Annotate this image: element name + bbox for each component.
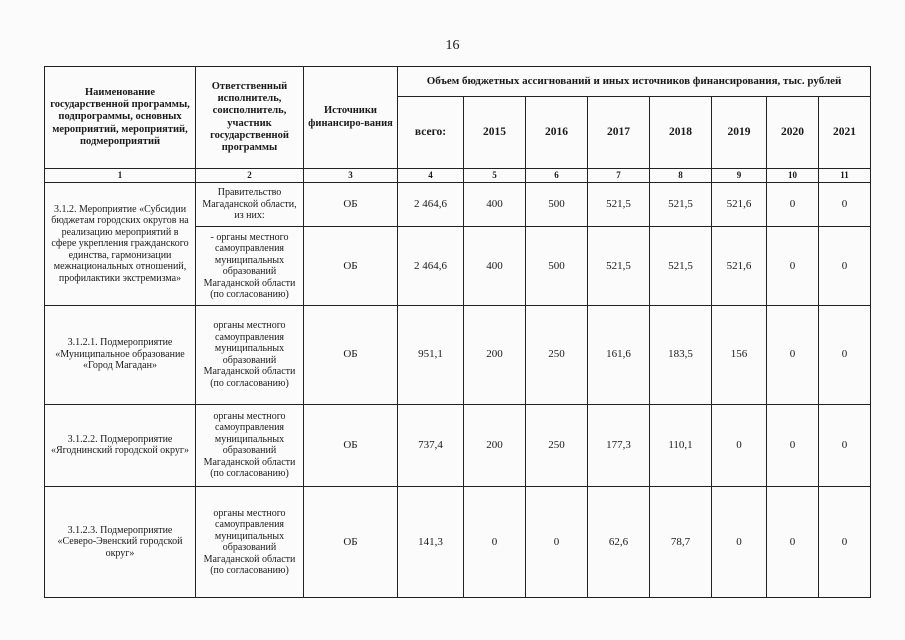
row-value-2018: 183,5 (650, 305, 712, 404)
row-value-2019: 521,6 (712, 183, 767, 227)
row-value-2020: 0 (767, 305, 819, 404)
row-value-2019: 521,6 (712, 227, 767, 306)
row-value-2019: 0 (712, 404, 767, 487)
row-value-2017: 161,6 (588, 305, 650, 404)
row-name: 3.1.2. Мероприятие «Субсидии бюджетам городских округов на реализацию мероприятий в сфере укрепления гражданского единства, гармонизации межнациональных отношений, профилактики экстремизма» (45, 183, 196, 306)
row-total: 2 464,6 (398, 227, 464, 306)
row-value-2015: 200 (464, 305, 526, 404)
row-value-2020: 0 (767, 404, 819, 487)
row-value-2018: 521,5 (650, 227, 712, 306)
budget-table (44, 66, 871, 598)
row-source: ОБ (304, 227, 398, 306)
row-total: 951,1 (398, 305, 464, 404)
header-year-2016: 2016 (526, 97, 588, 169)
header-total: всего: (398, 97, 464, 169)
header-year-2019: 2019 (712, 97, 767, 169)
row-value-2018: 78,7 (650, 487, 712, 598)
column-number-row (45, 169, 871, 183)
row-total: 737,4 (398, 404, 464, 487)
table-row (45, 404, 871, 487)
row-value-2020: 0 (767, 487, 819, 598)
row-value-2020: 0 (767, 183, 819, 227)
row-value-2019: 0 (712, 487, 767, 598)
header-source: Источники финансиро-вания (304, 67, 398, 169)
column-number: 8 (650, 169, 712, 183)
row-total: 141,3 (398, 487, 464, 598)
table-row (45, 487, 871, 598)
row-value-2018: 110,1 (650, 404, 712, 487)
row-value-2015: 200 (464, 404, 526, 487)
row-responsible: органы местного самоуправления муниципальных образований Магаданской области (по согласованию) (196, 487, 304, 598)
column-number: 6 (526, 169, 588, 183)
row-value-2015: 400 (464, 227, 526, 306)
row-responsible: органы местного самоуправления муниципальных образований Магаданской области (по согласованию) (196, 305, 304, 404)
row-value-2016: 500 (526, 227, 588, 306)
row-name: 3.1.2.1. Подмероприятие «Муниципальное образование «Город Магадан» (45, 305, 196, 404)
row-value-2016: 500 (526, 183, 588, 227)
row-value-2021: 0 (819, 183, 871, 227)
row-value-2015: 0 (464, 487, 526, 598)
row-value-2015: 400 (464, 183, 526, 227)
header-year-2018: 2018 (650, 97, 712, 169)
page-number: 16 (445, 38, 460, 53)
column-number: 1 (45, 169, 196, 183)
row-value-2021: 0 (819, 305, 871, 404)
header-funding-title: Объем бюджетных ассигнований и иных источников финансирования, тыс. рублей (398, 67, 871, 97)
row-value-2020: 0 (767, 227, 819, 306)
row-responsible: - органы местного самоуправления муниципальных образований Магаданской области (по согласованию) (196, 227, 304, 306)
row-value-2021: 0 (819, 227, 871, 306)
header-year-2020: 2020 (767, 97, 819, 169)
column-number: 11 (819, 169, 871, 183)
row-source: ОБ (304, 183, 398, 227)
row-value-2017: 177,3 (588, 404, 650, 487)
column-number: 9 (712, 169, 767, 183)
row-value-2017: 521,5 (588, 183, 650, 227)
row-responsible: Правительство Магаданской области, из них: (196, 183, 304, 227)
column-number: 3 (304, 169, 398, 183)
row-value-2021: 0 (819, 404, 871, 487)
table-row (45, 183, 871, 227)
header-year-2017: 2017 (588, 97, 650, 169)
column-number: 10 (767, 169, 819, 183)
row-value-2018: 521,5 (650, 183, 712, 227)
row-value-2017: 62,6 (588, 487, 650, 598)
header-name: Наименование государственной программы, подпрограммы, основных мероприятий, мероприятий, подмероприятий (45, 67, 196, 169)
column-number: 5 (464, 169, 526, 183)
column-number: 4 (398, 169, 464, 183)
row-value-2016: 0 (526, 487, 588, 598)
row-value-2016: 250 (526, 305, 588, 404)
header-year-2015: 2015 (464, 97, 526, 169)
column-number: 7 (588, 169, 650, 183)
row-responsible: органы местного самоуправления муниципальных образований Магаданской области (по согласованию) (196, 404, 304, 487)
row-source: ОБ (304, 404, 398, 487)
header-responsible: Ответственный исполнитель, соисполнитель, участник государственной программы (196, 67, 304, 169)
row-name: 3.1.2.3. Подмероприятие «Северо-Эвенский городской округ» (45, 487, 196, 598)
row-total: 2 464,6 (398, 183, 464, 227)
column-number: 2 (196, 169, 304, 183)
row-source: ОБ (304, 305, 398, 404)
row-value-2019: 156 (712, 305, 767, 404)
header-year-2021: 2021 (819, 97, 871, 169)
row-value-2017: 521,5 (588, 227, 650, 306)
row-source: ОБ (304, 487, 398, 598)
row-name: 3.1.2.2. Подмероприятие «Ягоднинский городской округ» (45, 404, 196, 487)
row-value-2021: 0 (819, 487, 871, 598)
table-row (45, 305, 871, 404)
row-value-2016: 250 (526, 404, 588, 487)
